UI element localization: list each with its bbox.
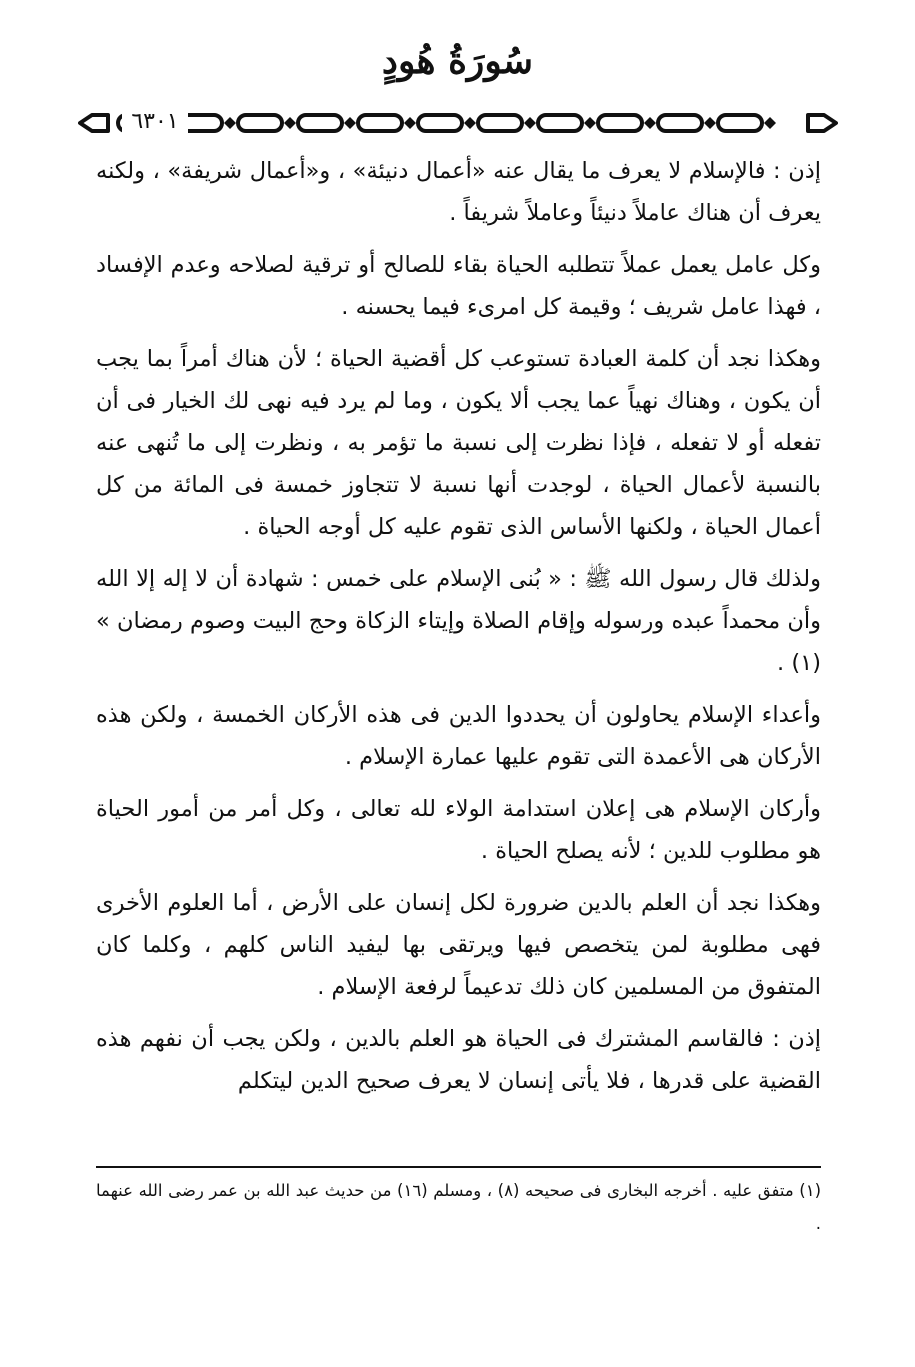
main-text (96, 150, 821, 1112)
paragraph-1: إذن : فالإسلام لا يعرف ما يقال عنه «أعمال دنيئة» ، و«أعمال شريفة» ، ولكنه يعرف أن هناك عاملاً دنيئاً وعاملاً شريفاً . (96, 158, 821, 226)
paragraph-6: وأركان الإسلام هى إعلان استدامة الولاء لله تعالى ، وكل أمر من أمور الحياة هو مطلوب للدين ؛ لأنه يصلح الحياة . (96, 796, 821, 864)
paragraph-8: إذن : فالقاسم المشترك فى الحياة هو العلم بالدين ، ولكن يجب أن نفهم هذه القضية على قدرها ، فلا يأتى إنسان لا يعرف صحيح الدين ليتكلم (96, 1026, 821, 1094)
paragraph-4: ولذلك قال رسول الله ﷺ : « بُنى الإسلام على خمس : شهادة أن لا إله إلا الله وأن محمداً عبده ورسوله وإقام الصلاة وإيتاء الزكاة وحج البيت وصوم رمضان » (١) . (96, 566, 821, 676)
paragraph-3: وهكذا نجد أن كلمة العبادة تستوعب كل أقضية الحياة ؛ لأن هناك أمراً بما يجب أن يكون ، وهناك نهياً عما يجب ألا يكون ، وما لم يرد فيه نهى لك الخيار فى أن تفعله أو لا تفعله ، فإذا نظرت إلى نسبة ما تؤمر به ، ونظرت إلى ما تُنهى عنه بالنسبة لأعمال الحياة ، لوجدت أنها نسبة لا تتجاوز خمسة فى المائة من كل أعمال الحياة ، ولكنها الأساس الذى تقوم عليه كل أوجه الحياة . (96, 346, 821, 540)
footnote-divider (96, 1166, 821, 1168)
footnote: (١) متفق عليه . أخرجه البخارى فى صحيحه (٨) ، ومسلم (١٦) من حديث عبد الله بن عمر رضى الله عنهما . (96, 1181, 822, 1233)
page-number: ٦٣٠١ (122, 109, 188, 135)
ornament-chain-icon (78, 110, 838, 136)
paragraph-5: وأعداء الإسلام يحاولون أن يحددوا الدين فى هذه الأركان الخمسة ، ولكن هذه الأركان هى الأعمدة التى تقوم عليها عمارة الإسلام . (96, 702, 821, 770)
paragraph-7: وهكذا نجد أن العلم بالدين ضرورة لكل إنسان على الأرض ، أما العلوم الأخرى فهى مطلوبة لمن يتخصص فيها ويرتقى بها ليفيد الناس كلهم ، وكلما كان المتفوق من المسلمين كان ذلك تدعيماً لرفعة الإسلام . (96, 890, 821, 1000)
ornamental-border (78, 110, 838, 136)
paragraph-2: وكل عامل يعمل عملاً تتطلبه الحياة بقاء للصالح أو ترقية لصلاحه وعدم الإفساد ، فهذا عامل شريف ؛ وقيمة كل امرىء فيما يحسنه . (96, 252, 821, 320)
surah-title: سُورَةُ هُودٍ (381, 40, 534, 82)
